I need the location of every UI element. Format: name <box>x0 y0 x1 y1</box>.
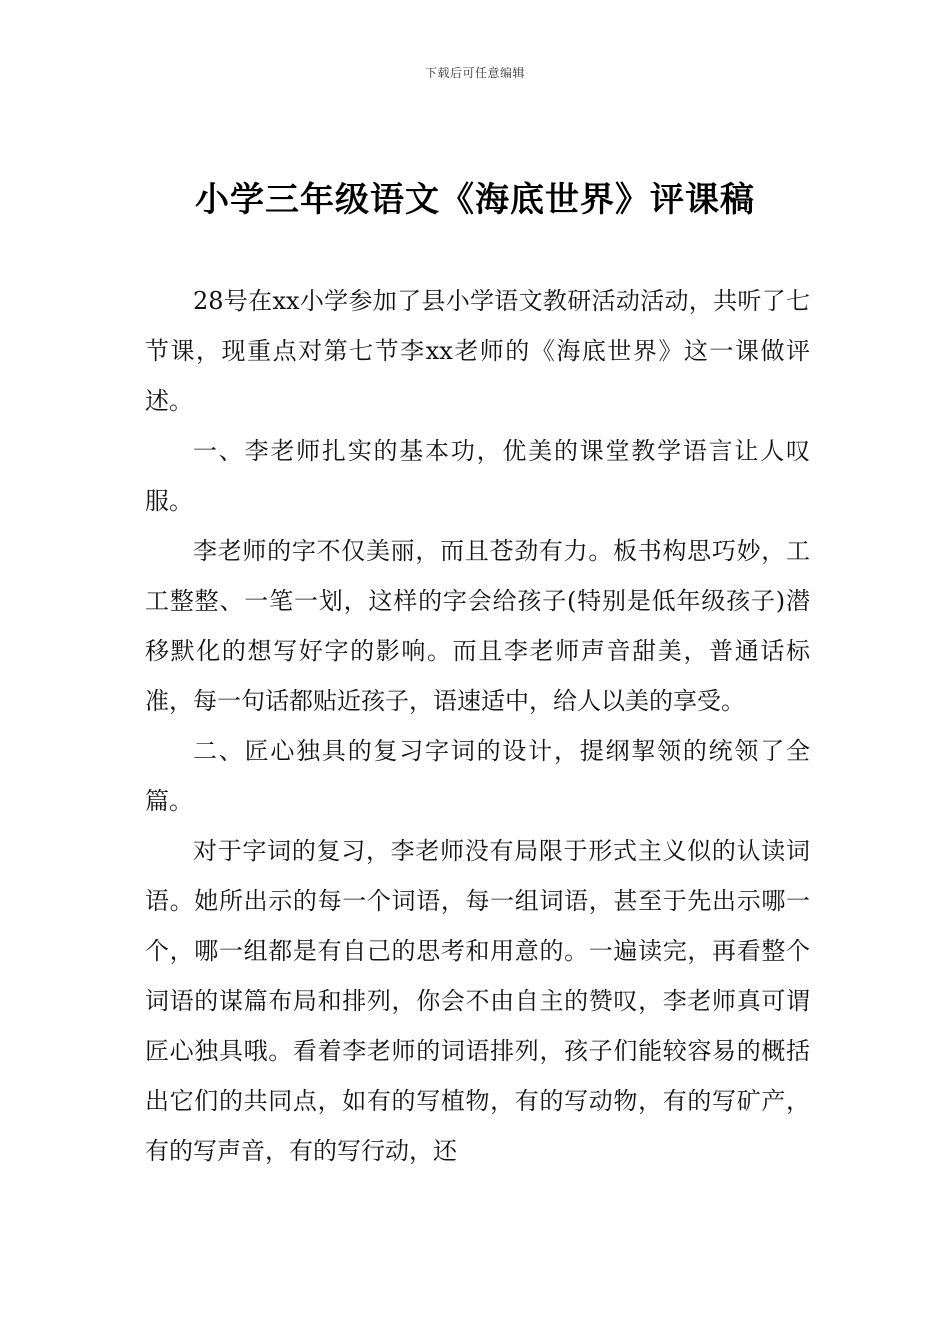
paragraph-section-one-body: 李老师的字不仅美丽，而且苍劲有力。板书构思巧妙，工工整整、一笔一划，这样的字会给孩子(特别是低年级孩子)潜移默化的想写好字的影响。而且李老师声音甜美，普通话标准，每一句话都贴近孩子，语速适中，给人以美的享受。 <box>145 537 810 715</box>
document-title: 小学三年级语文《海底世界》评课稿 <box>195 180 755 220</box>
header-note: 下载后可任意编辑 <box>424 66 525 80</box>
paragraph-section-two-heading: 二、匠心独具的复习字词的设计，提纲挈领的统领了全篇。 <box>145 737 810 815</box>
document-body <box>145 276 810 1176</box>
paragraph-section-one-heading: 一、李老师扎实的基本功，优美的课堂教学语言让人叹服。 <box>145 437 810 515</box>
paragraph-section-two-body: 对于字词的复习，李老师没有局限于形式主义似的认读词语。她所出示的每一个词语，每一组词语，甚至于先出示哪一个，哪一组都是有自己的思考和用意的。一遍读完，再看整个词语的谋篇布局和排列，你会不由自主的赞叹，李老师真可谓匠心独具哦。看着李老师的词语排列，孩子们能较容易的概括出它们的共同点，如有的写植物，有的写动物，有的写矿产，有的写声音，有的写行动，还 <box>145 837 810 1165</box>
paragraph-intro: 28号在xx小学参加了县小学语文教研活动活动，共听了七节课，现重点对第七节李xx老师的《海底世界》这一课做评述。 <box>145 287 810 415</box>
